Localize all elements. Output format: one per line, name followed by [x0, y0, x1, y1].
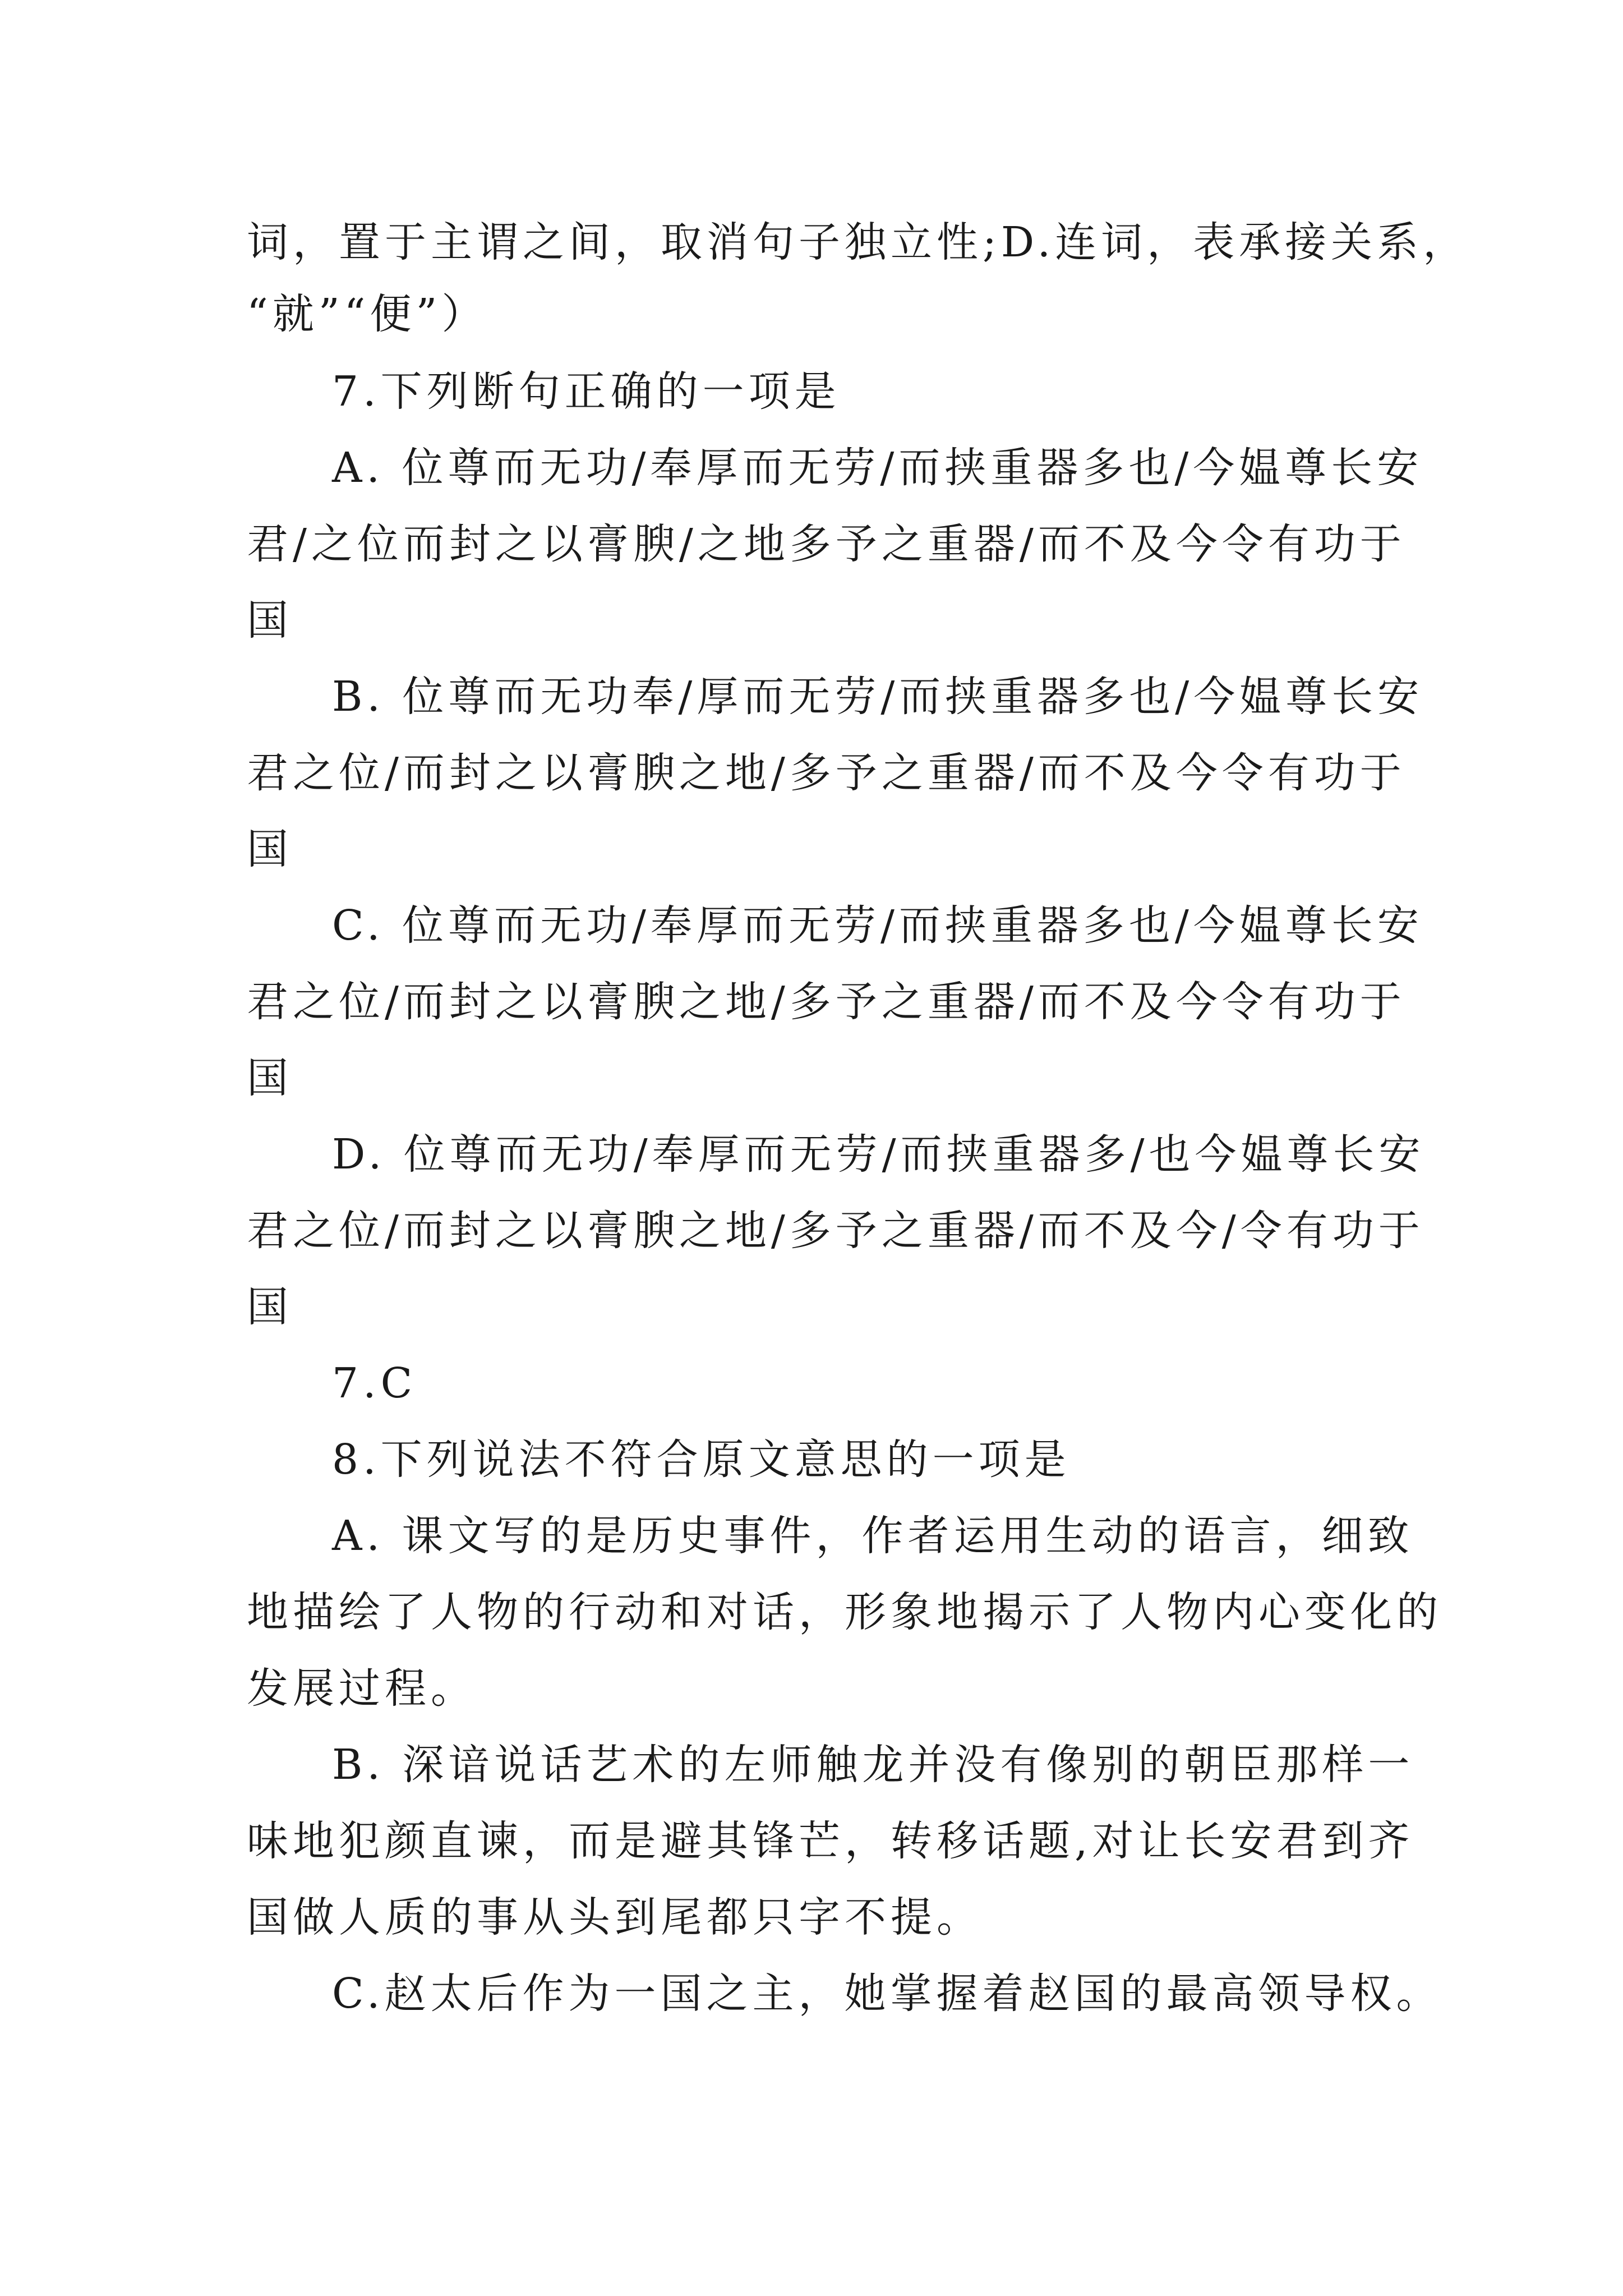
option-a-line-2: 君/之位而封之以膏腴/之地多予之重器/而不及今令有功于: [247, 520, 1406, 568]
text-line-2: “就”“便”）: [247, 290, 488, 338]
q8-option-c-line-1: C.赵太后作为一国之主，她掌握着赵国的最高领导权。: [332, 1970, 1442, 2018]
question-7-answer: 7.C: [332, 1359, 417, 1407]
option-d-line-3: 国: [247, 1283, 293, 1331]
option-a-line-1: A. 位尊而无功/奉厚而无劳/而挟重器多也/今媪尊长安: [332, 444, 1423, 492]
option-d-line-1: D. 位尊而无功/奉厚而无劳/而挟重器多/也今媪尊长安: [332, 1130, 1425, 1179]
q8-option-a-line-1: A. 课文写的是历史事件，作者运用生动的语言，细致: [332, 1512, 1414, 1560]
option-b-line-1: B. 位尊而无功奉/厚而无劳/而挟重器多也/今媪尊长安: [332, 673, 1424, 721]
option-a-line-3: 国: [247, 596, 293, 645]
option-b-line-3: 国: [247, 825, 293, 873]
q8-option-b-line-2: 味地犯颜直谏，而是避其锋芒，转移话题,对让长安君到齐: [247, 1817, 1414, 1865]
q8-option-a-line-2: 地描绘了人物的行动和对话，形象地揭示了人物内心变化的: [247, 1588, 1442, 1636]
question-7-stem: 7.下列断句正确的一项是: [332, 367, 841, 416]
q8-option-a-line-3: 发展过程。: [247, 1664, 477, 1713]
q8-option-b-line-3: 国做人质的事从头到尾都只字不提。: [247, 1893, 983, 1941]
question-8-stem: 8.下列说法不符合原文意思的一项是: [332, 1435, 1071, 1484]
option-c-line-3: 国: [247, 1054, 293, 1102]
q8-option-b-line-1: B. 深谙说话艺术的左师触龙并没有像别的朝臣那样一: [332, 1741, 1414, 1789]
option-b-line-2: 君之位/而封之以膏腴之地/多予之重器/而不及今令有功于: [247, 749, 1406, 797]
option-c-line-1: C. 位尊而无功/奉厚而无劳/而挟重器多也/今媪尊长安: [332, 901, 1423, 950]
option-d-line-2: 君之位/而封之以膏腴之地/多予之重器/而不及今/令有功于: [247, 1207, 1424, 1255]
text-line-1: 词，置于主谓之间，取消句子独立性;D.连词，表承接关系，: [247, 218, 1469, 266]
option-c-line-2: 君之位/而封之以膏腴之地/多予之重器/而不及今令有功于: [247, 978, 1406, 1026]
